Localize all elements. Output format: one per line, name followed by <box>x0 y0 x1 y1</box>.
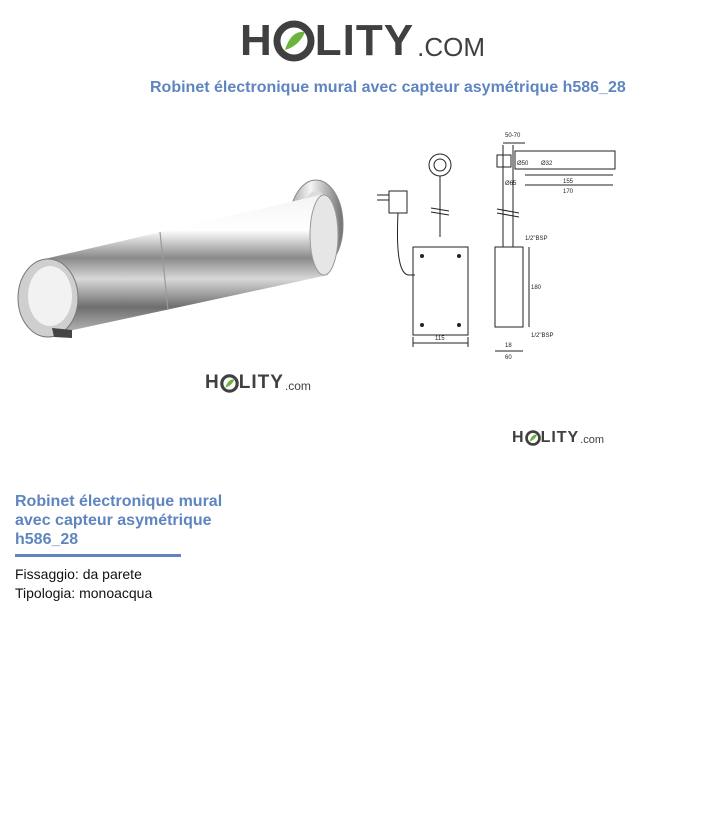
brand-logo[interactable] <box>240 16 485 66</box>
drawing-brand-logo <box>512 427 604 449</box>
heading-divider <box>15 554 181 557</box>
spec-label: Fissaggio: <box>15 566 79 582</box>
dimension-label: 115 <box>435 336 445 342</box>
dimension-label: 155 <box>563 179 574 185</box>
dimension-label: 60 <box>505 355 512 361</box>
dimension-label: Ø32 <box>541 161 553 167</box>
product-photo-faucet <box>10 170 355 350</box>
brand-o-mark-icon <box>220 374 239 393</box>
dimension-label: 50-70 <box>505 133 521 139</box>
dimension-label: 170 <box>563 189 574 195</box>
brand-letter-h: H <box>512 429 525 446</box>
dimension-label: Ø50 <box>517 161 529 167</box>
dimension-label: 1/2"BSP <box>525 236 548 242</box>
brand-letter-h: H <box>205 372 220 393</box>
brand-letters-lity: LITY <box>540 429 580 446</box>
brand-letters-lity: LITY <box>314 16 415 65</box>
dimension-label: 180 <box>531 285 542 291</box>
technical-drawing <box>365 125 625 365</box>
spec-label: Tipologia: <box>15 585 76 601</box>
dimension-label: 18 <box>505 343 512 349</box>
brand-o-mark-icon <box>273 20 315 62</box>
photo-brand-logo <box>205 371 311 395</box>
dimension-label: 1/2"BSP <box>531 333 554 339</box>
brand-letter-h: H <box>240 16 273 65</box>
brand-domain: .COM <box>417 31 485 62</box>
product-heading: Robinet électronique mural avec capteur asymétrique h586_28 <box>15 493 223 548</box>
brand-letters-lity: LITY <box>238 372 284 393</box>
dimension-label: Ø65 <box>505 181 517 187</box>
brand-domain: .com <box>284 378 311 393</box>
spec-type <box>15 585 152 601</box>
brand-domain: .com <box>580 434 605 446</box>
brand-o-mark-icon <box>525 430 541 446</box>
spec-fixing <box>15 566 142 582</box>
page-title: Robinet électronique mural avec capteur asymétrique h586_28 <box>150 79 626 96</box>
spec-value: monoacqua <box>79 585 153 601</box>
spec-value: da parete <box>82 566 142 582</box>
